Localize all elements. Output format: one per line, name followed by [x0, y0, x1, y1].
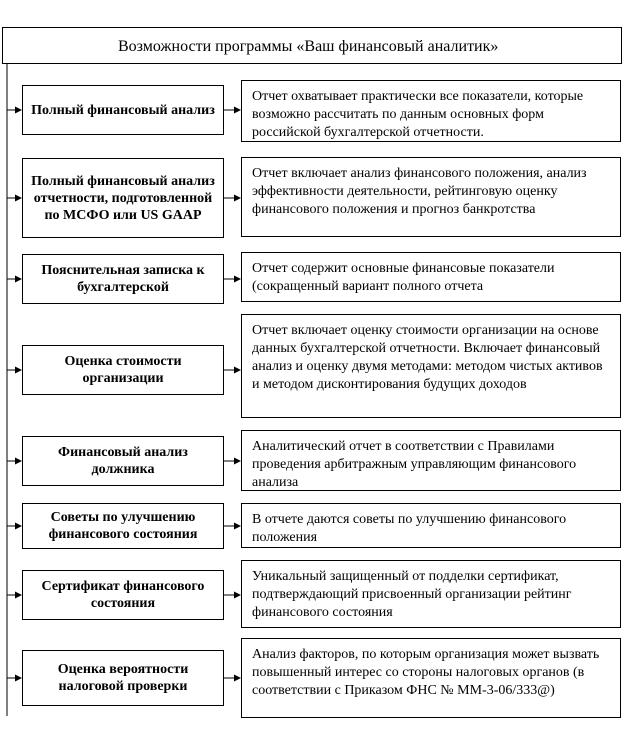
label-to-description-arrow	[224, 592, 241, 599]
feature-label-box: Оценка вероятности налоговой проверки	[22, 650, 224, 706]
label-to-description-arrow	[224, 107, 241, 114]
feature-label-box: Сертификат финансового состояния	[22, 570, 224, 620]
feature-label-box: Советы по улучшению финансового состояния	[22, 503, 224, 549]
feature-label-box: Полный финансовый анализ	[22, 85, 224, 135]
feature-description-box: Отчет включает оценку стоимости организации на основе данных бухгалтерской отчетности. Включает финансовый анализ и оценку двумя методами: методом чистых активов и методом дисконтирования будущих доходов	[241, 314, 621, 418]
feature-label-box: Оценка стоимости организации	[22, 345, 224, 395]
label-to-description-arrow	[224, 523, 241, 530]
feature-label-box: Пояснительная записка к бухгалтерской	[22, 254, 224, 304]
spine-to-label-arrow	[7, 592, 22, 599]
spine-to-label-arrow	[7, 458, 22, 465]
label-to-description-arrow	[224, 675, 241, 682]
feature-description-box: В отчете даются советы по улучшению финансового положения	[241, 503, 621, 548]
spine-to-label-arrow	[7, 675, 22, 682]
feature-description-box: Отчет содержит основные финансовые показатели (сокращенный вариант полного отчета	[241, 252, 621, 302]
label-to-description-arrow	[224, 367, 241, 374]
feature-description-box: Аналитический отчет в соответствии с Правилами проведения арбитражным управляющим финансового анализа	[241, 430, 621, 491]
feature-description-box: Анализ факторов, по которым организация может вызвать повышенный интерес со стороны налоговых органов (в соответствии с Приказом ФНС № ММ-3-06/333@)	[241, 638, 621, 718]
spine-to-label-arrow	[7, 195, 22, 202]
label-to-description-arrow	[224, 276, 241, 283]
feature-label-box: Полный финансовый анализ отчетности, подготовленной по МСФО или US GAAP	[22, 158, 224, 238]
diagram-title: Возможности программы «Ваш финансовый аналитик»	[2, 27, 622, 64]
feature-label-box: Финансовый анализ должника	[22, 436, 224, 486]
label-to-description-arrow	[224, 458, 241, 465]
spine-to-label-arrow	[7, 367, 22, 374]
spine-to-label-arrow	[7, 523, 22, 530]
feature-description-box: Уникальный защищенный от подделки сертификат, подтверждающий присвоенный организации рейтинг финансового состояния	[241, 560, 621, 628]
spine-to-label-arrow	[7, 107, 22, 114]
label-to-description-arrow	[224, 195, 241, 202]
feature-description-box: Отчет охватывает практически все показатели, которые возможно рассчитать по данным основных форм российской бухгалтерской отчетности.	[241, 80, 621, 142]
spine-to-label-arrow	[7, 276, 22, 283]
feature-description-box: Отчет включает анализ финансового положения, анализ эффективности деятельности, рейтинговую оценку финансового положения и прогноз банкротства	[241, 157, 621, 237]
